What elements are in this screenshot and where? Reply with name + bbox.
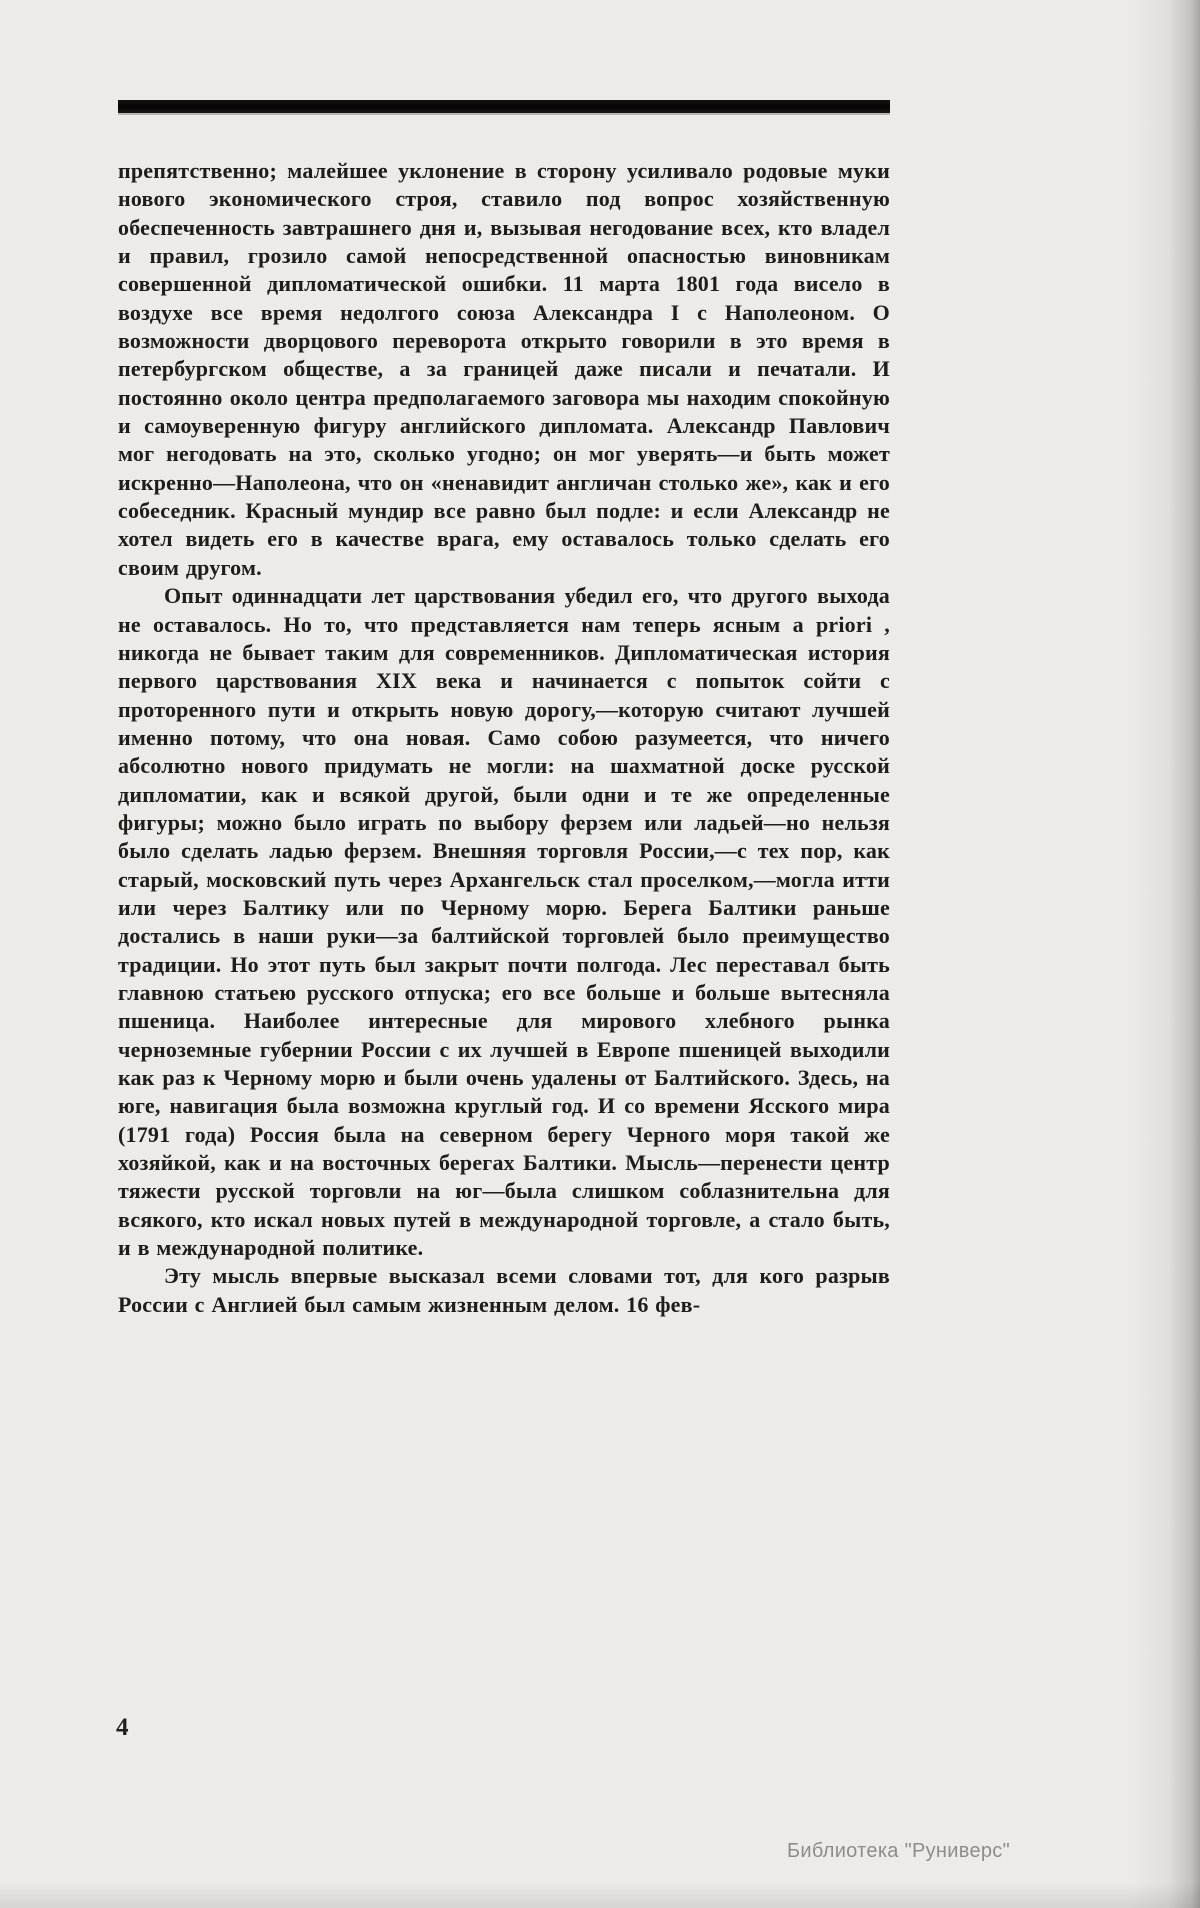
paragraph: Опыт одиннадцати лет царствования убедил его, что другого выхода не оставалось. Но то, что представляется нам теперь ясным a priori , никогда не бывает таким для современников. Дипломатическая история первого царствования XIX века и начинается с попыток сойти с проторенного пути и открыть новую дорогу,—которую считают лучшей именно потому, что она новая. Само собою разумеется, что ничего абсолютно нового придумать не могли: на шахматной доске русской дипломатии, как и всякой другой, были одни и те же определенные фигуры; можно было играть по выбору ферзем или ладьей—но нельзя было сделать ладью ферзем. Внешняя торговля России,—с тех пор, как старый, московский путь через Архангельск стал проселком,—могла итти или через Балтику или по Черному морю. Берега Балтики раньше достались в наши руки—за балтийской торговлей было преимущество традиции. Но этот путь был закрыт почти полгода. Лес переставал быть главною статьею русского отпуска; его все больше и больше вытесняла пшеница. Наиболее интересные для мирового хлебного рынка черноземные губернии России с их лучшей в Европе пшеницей выходили как раз к Черному морю и были очень удалены от Балтийского. Здесь, на юге, навигация была возможна круглый год. И со времени Ясского мира (1791 года) Россия была на северном берегу Черного моря такой же хозяйкой, как и на восточных берегах Балтики. Мысль—перенести центр тяжести русской торговли на юг—была слишком соблазнительна для всякого, кто искал новых путей в международной торговле, а стало быть, и в международной политике.	[118, 583, 890, 1261]
text-block	[118, 157, 890, 1319]
paragraph: Эту мысль впервые высказал всеми словами тот, для кого разрыв России с Англией был самым жизненным делом. 16 фев-	[118, 1263, 890, 1317]
page-number: 4	[116, 1714, 129, 1741]
paragraph-continuation: препятственно; малейшее уклонение в сторону усиливало родовые муки нового экономического строя, ставило под вопрос хозяйственную обеспеченность завтрашнего дня и, вызывая негодование всех, кто владел и правил, грозило самой непосредственной опасностью виновникам совершенной дипломатической ошибки. 11 марта 1801 года висело в воздухе все время недолгого союза Александра I с Наполеоном. О возможности дворцового переворота открыто говорили в это время в петербургском обществе, а за границей даже писали и печатали. И постоянно около центра предполагаемого заговора мы находим спокойную и самоуверенную фигуру английского дипломата. Александр Павлович мог негодовать на это, сколько угодно; он мог уверять—и быть может искренно—Наполеона, что он «ненавидит англичан столько же», как и его собеседник. Красный мундир все равно был подле: и если Александр не хотел видеть его в качестве врага, ему оставалось только сделать его своим другом.	[118, 158, 890, 580]
library-watermark: Библиотека "Руниверс"	[786, 1840, 1010, 1862]
top-rule	[118, 100, 890, 113]
